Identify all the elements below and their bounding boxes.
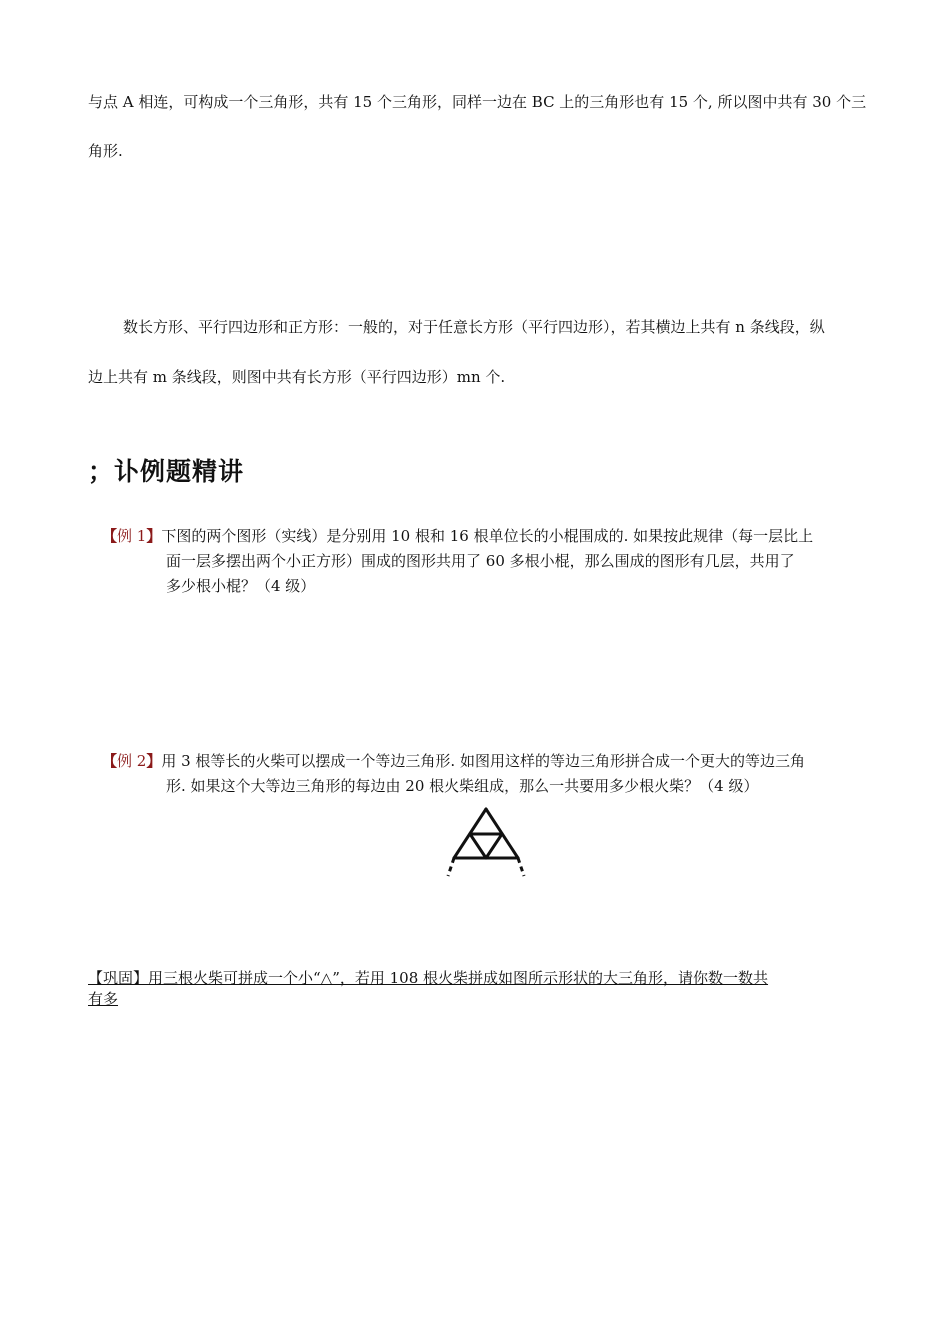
example-text: 用 3 根等长的火柴可以摆成一个等边三角形. 如图用这样的等边三角形拼合成一个更大的等边三角: [161, 752, 805, 770]
example-tag: 例 1: [117, 527, 147, 545]
consolidate-exercise: [88, 968, 888, 1010]
example-text: 形. 如果这个大等边三角形的每边由 20 根火柴组成，那么一共要用多少根火柴？（4 级）: [166, 777, 759, 795]
example-tag-close: 】: [146, 752, 162, 770]
example-tag-open: 【: [102, 527, 118, 545]
example-text: 下图的两个图形（实线）是分别用 10 根和 16 根单位长的小棍围成的. 如果按此规律（每一层比上: [161, 527, 814, 545]
example-2: [102, 749, 884, 799]
example-text: 多少根小棍？（4 级）: [166, 577, 316, 595]
example-1: [102, 524, 884, 599]
paragraph-line: 数长方形、平行四边形和正方形：一般的，对于任意长方形（平行四边形），若其横边上共有 n 条线段，纵: [123, 318, 825, 336]
example-text: 面一层多摆出两个小正方形）围成的图形共用了 60 多根小棍，那么围成的图形有几层，共用了: [166, 552, 795, 570]
paragraph-line: 边上共有 m 条线段，则图中共有长方形（平行四边形）mn 个.: [88, 368, 506, 386]
example-tag-close: 】: [146, 527, 162, 545]
matchstick-triangle-figure: [444, 806, 530, 878]
example-tag-open: 【: [102, 752, 118, 770]
consolidate-text: 有多: [88, 990, 119, 1008]
consolidate-text: 【巩固】用三根火柴可拼成一个小“△”，若用 108 根火柴拼成如图所示形状的大三角形，请你数一数共: [88, 969, 769, 987]
example-tag: 例 2: [117, 752, 147, 770]
section-heading: ；讣例题精讲: [88, 457, 245, 486]
paragraph-line: 与点 A 相连，可构成一个三角形，共有 15 个三角形，同样一边在 BC 上的三角形也有 15 个, 所以图中共有 30 个三: [88, 93, 867, 111]
paragraph-line: 角形.: [88, 142, 123, 160]
